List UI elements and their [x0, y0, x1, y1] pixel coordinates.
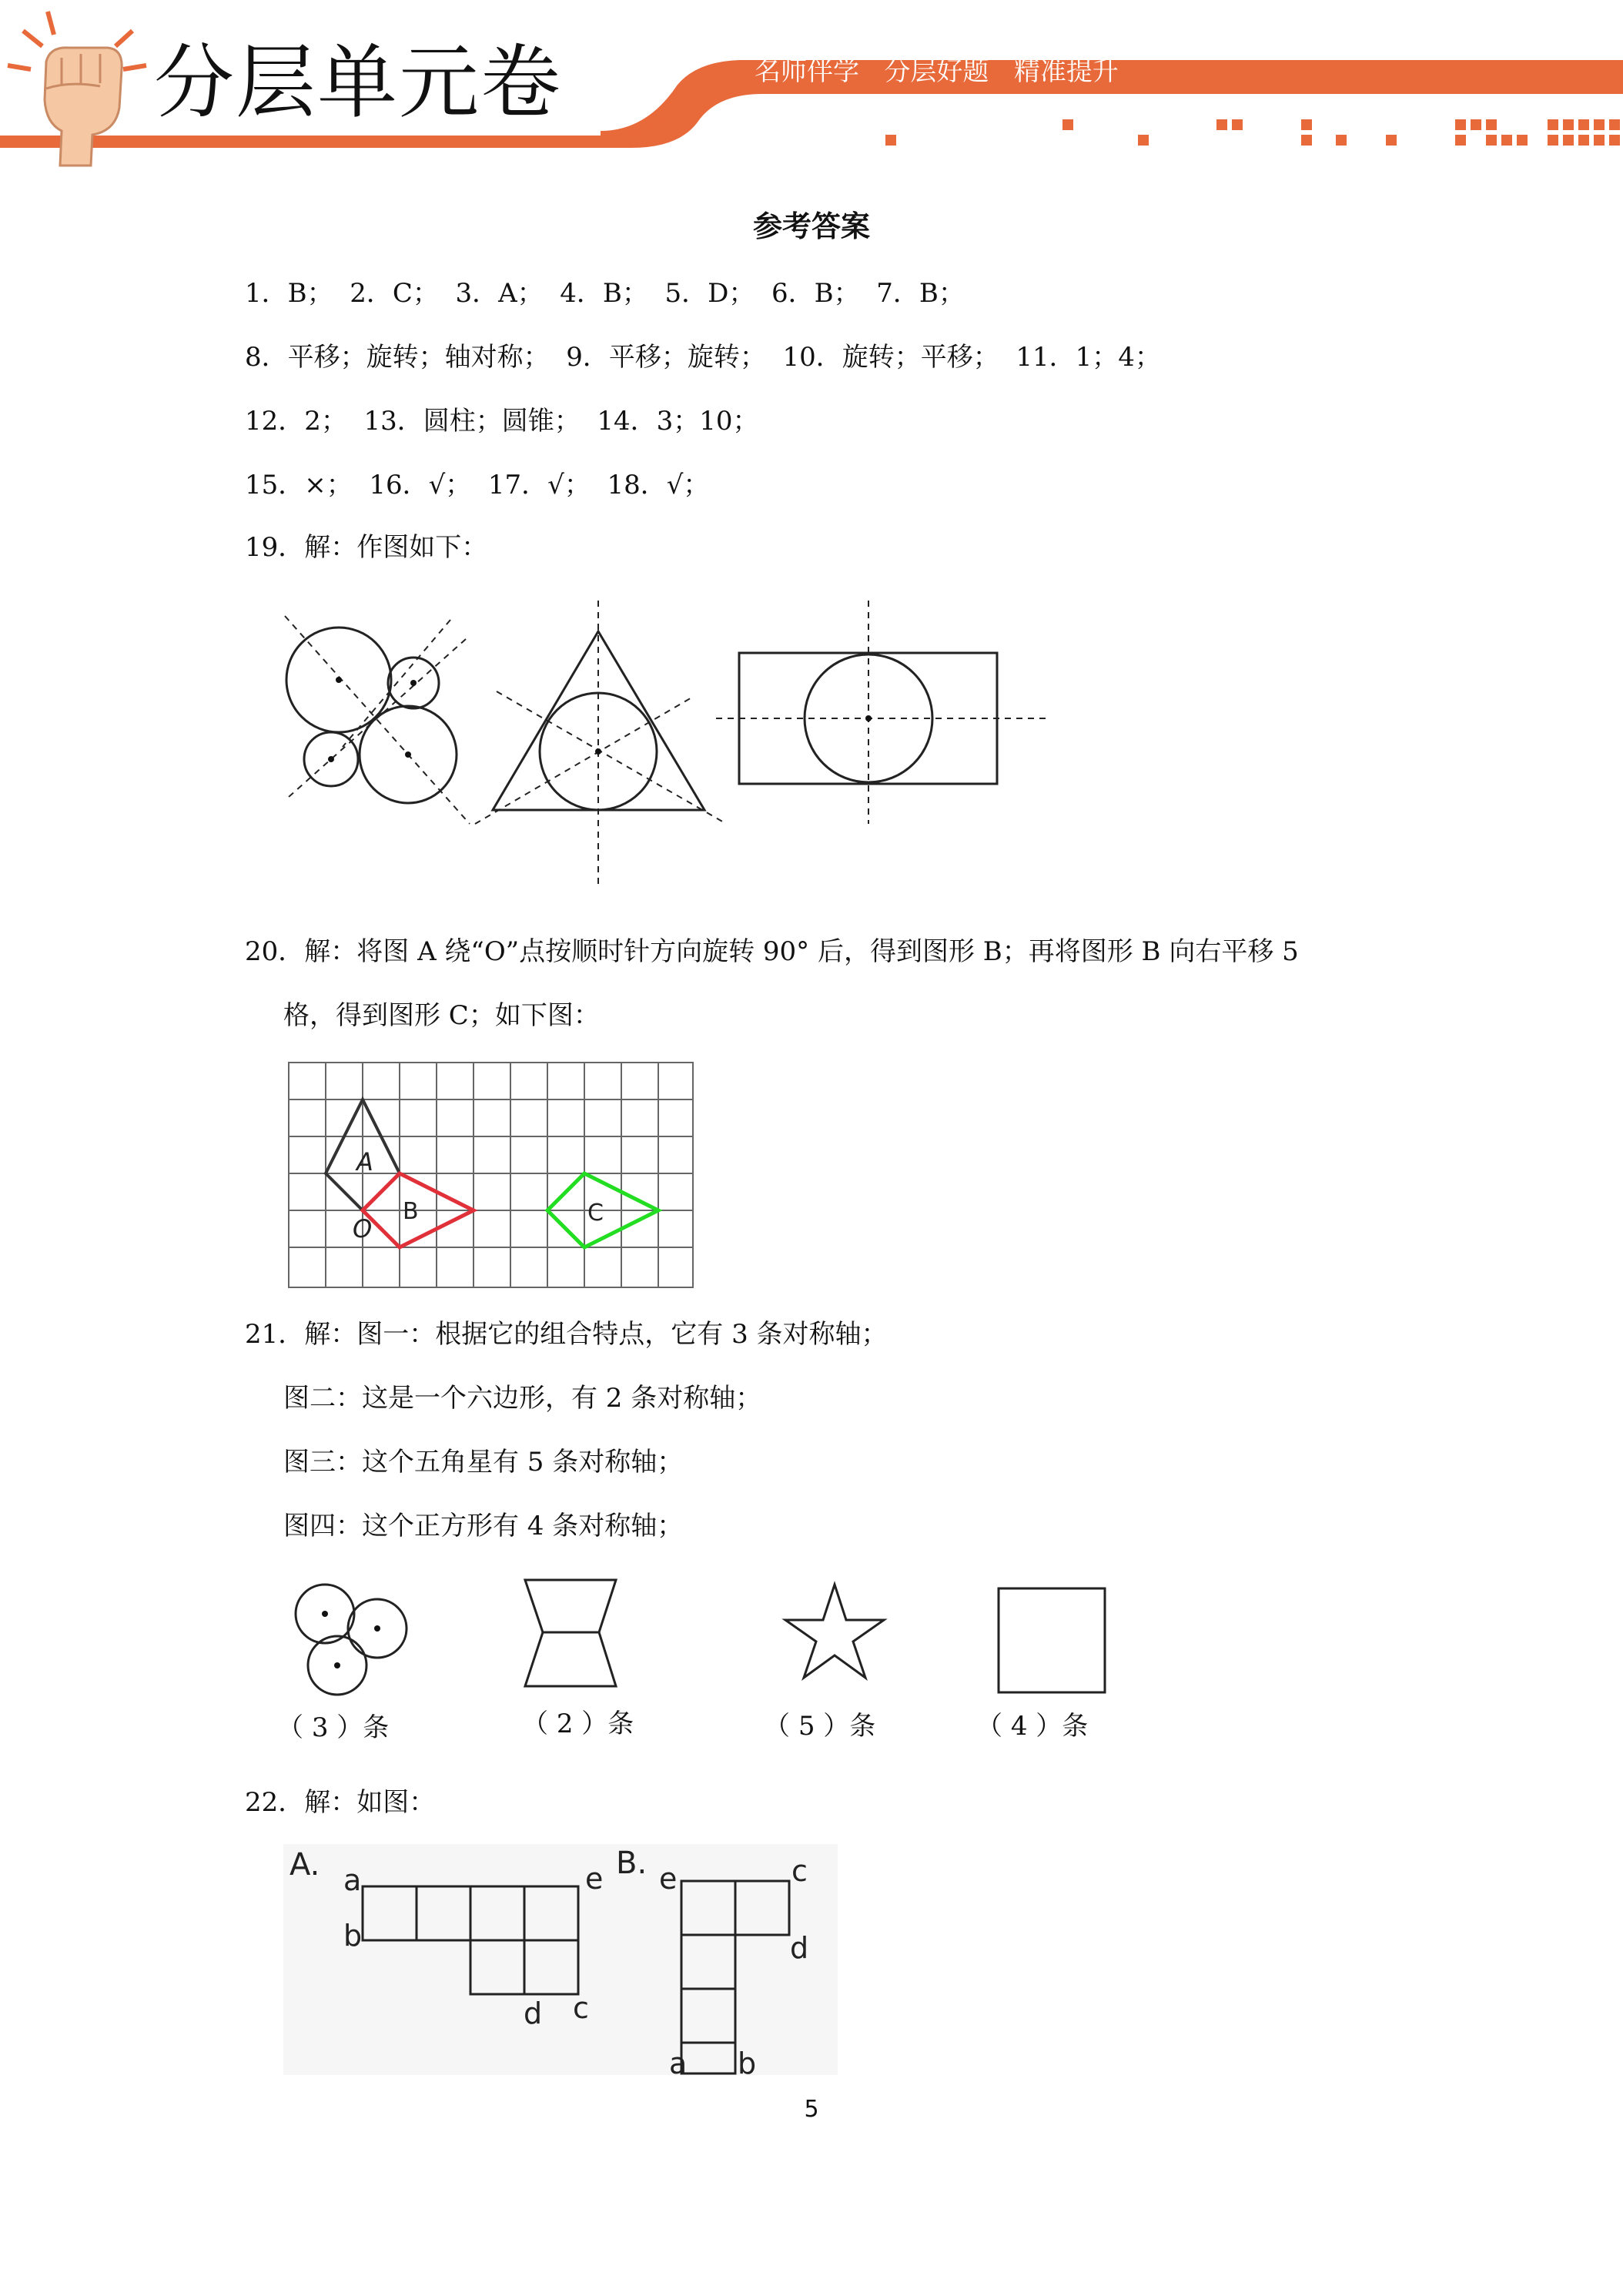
count-2: （ 2 ）条: [522, 1709, 634, 1739]
answer-line-3: 12．2； 13．圆柱；圆锥； 14．3；10；: [245, 406, 759, 437]
answer-line-7: 格，得到图形 C；如下图：: [283, 1000, 600, 1031]
count-3: （ 5 ）条: [764, 1711, 876, 1742]
q19-figures: [273, 593, 1059, 901]
answer-line-5: 19．解：作图如下：: [245, 532, 488, 563]
answer-line-8: 21．解：图一：根据它的组合特点，它有 3 条对称轴；: [245, 1319, 888, 1350]
count-4: （ 4 ）条: [976, 1711, 1089, 1742]
vertex-c: c: [573, 1991, 589, 2025]
grid-lines: [289, 1063, 693, 1287]
q20-grid-figure: [285, 1059, 701, 1294]
star-shape: [785, 1585, 884, 1678]
vertex-b-e: e: [659, 1862, 678, 1896]
count-1: （ 3 ）条: [277, 1712, 390, 1743]
vertex-b-c: c: [791, 1854, 808, 1888]
label-fig-b: B.: [616, 1846, 648, 1881]
answers-title: 参考答案: [752, 209, 870, 243]
answer-line-9: 图二：这是一个六边形，有 2 条对称轴；: [283, 1383, 762, 1414]
vertex-a: a: [343, 1863, 362, 1897]
q22-figures: [283, 1844, 838, 2079]
label-b: B: [403, 1198, 419, 1225]
answer-line-6: 20．解：将图 A 绕“O”点按顺时针方向旋转 90° 后，得到图形 B；再将图形 B 向右平移 5: [245, 936, 1299, 967]
vertex-d: d: [524, 1996, 543, 2030]
answer-line-11: 图四：这个正方形有 4 条对称轴；: [283, 1511, 684, 1541]
answer-line-10: 图三：这个五角星有 5 条对称轴；: [283, 1447, 684, 1478]
answer-line-4: 15．×； 16．√； 17．√； 18．√；: [245, 470, 710, 500]
square-shape: [999, 1588, 1105, 1692]
vertex-b-a: a: [669, 2047, 688, 2079]
vertex-b-d: d: [790, 1931, 809, 1965]
vertex-b: b: [343, 1919, 363, 1953]
label-fig-a: A.: [289, 1847, 320, 1883]
answer-line-12: 22．解：如图：: [245, 1787, 436, 1818]
answer-line-1: 1．B； 2．C； 3．A； 4．B； 5．D； 6．B； 7．B；: [245, 278, 965, 309]
page-number: 5: [804, 2096, 819, 2123]
vertex-b-b: b: [738, 2047, 757, 2079]
label-a: A: [356, 1147, 373, 1176]
header-slogan: 名师伴学 分层好题 精准提升: [755, 56, 1119, 87]
answer-line-2: 8．平移；旋转；轴对称； 9．平移；旋转； 10．旋转；平移； 11．1；4；: [245, 342, 1161, 373]
label-c: C: [587, 1200, 604, 1227]
decorative-squares: [885, 119, 1620, 146]
label-o: O: [353, 1214, 373, 1243]
header-title: 分层单元卷: [154, 35, 563, 129]
vertex-e: e: [585, 1862, 604, 1896]
